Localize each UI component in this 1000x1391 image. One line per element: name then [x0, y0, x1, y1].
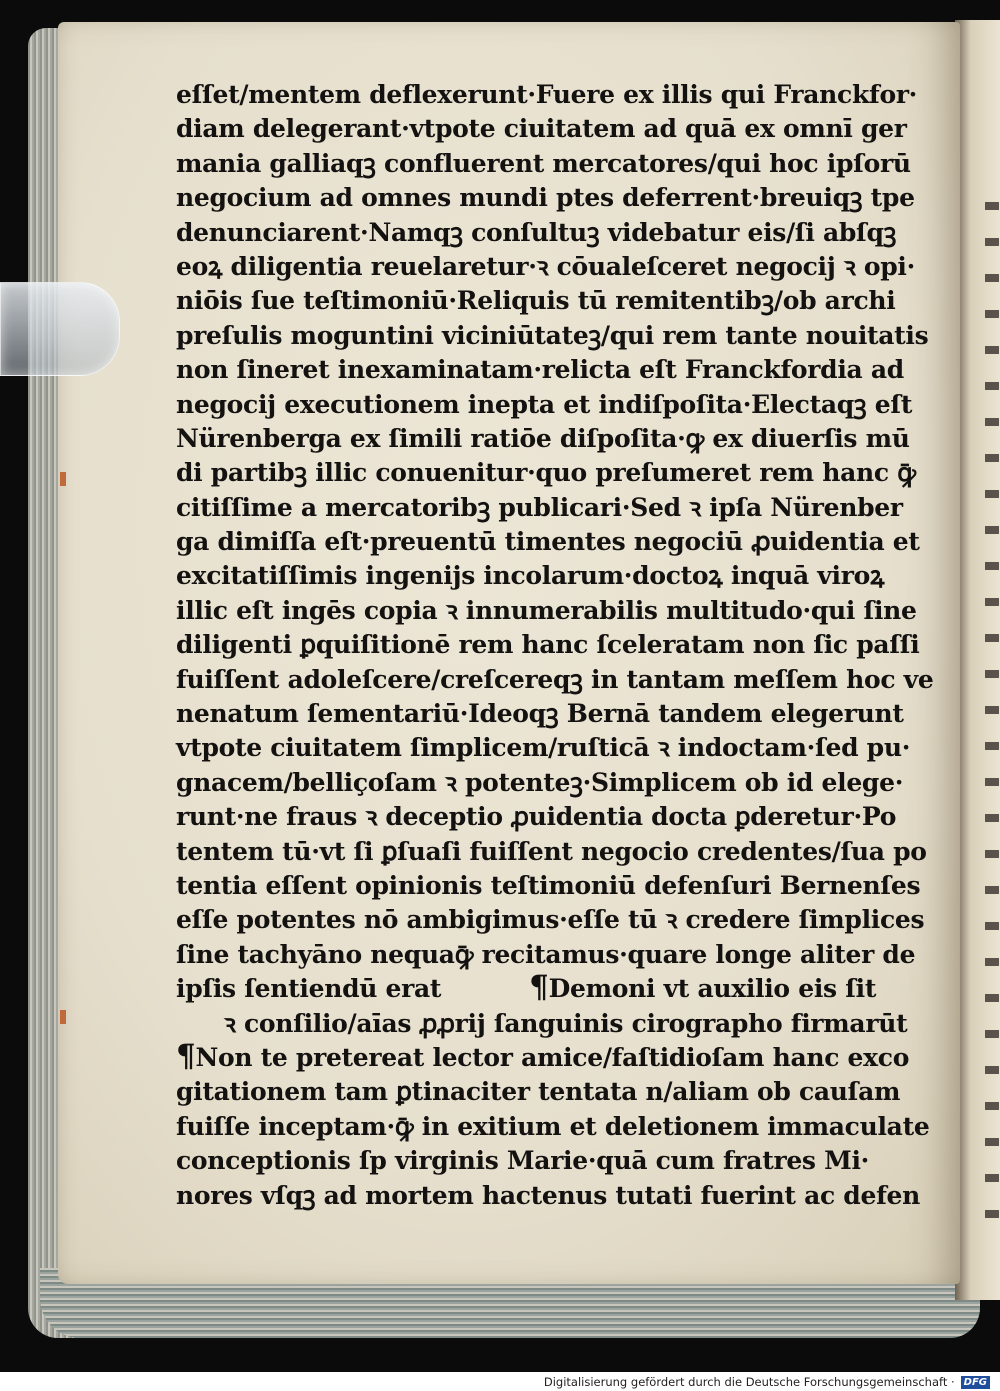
text-line-with-rubric	[176, 1037, 910, 1075]
text-line: fuiſſent adoleſcere/creſcereqꝫ in tantam meſſem hoc ve	[176, 664, 934, 694]
facing-page-text	[985, 180, 999, 1240]
text-line: eſſe potentes nō ambigimus·eſſe tū ꝛ credere ſimplices	[176, 905, 925, 935]
text-line: gnacem/belliçoſam ꝛ potenteꝫ·Simplicem ob id elege·	[176, 767, 904, 797]
text-line: conceptionis ſp virginis Marie·quā cum fratres Mi·	[176, 1146, 870, 1176]
text-line: eſſet/mentem deflexerunt·Fuere ex illis qui Franckfor·	[176, 80, 918, 109]
text-line: diam delegerant·vtpote ciuitatem ad quā ex omnī ger	[176, 114, 907, 144]
text-line: di partibꝫ illic conuenitur·quo preſumeret rem hanc ꝙ̄	[176, 458, 916, 488]
page-tab-marker	[60, 1010, 66, 1024]
text-line: eoꝝ diligentia reuelaretur·ꝛ cōualeſceret negocij ꝛ opi·	[176, 251, 916, 281]
page-tab-marker	[60, 472, 66, 486]
text-line: mania galliaqꝫ confluerent mercatores/qui hoc ipſorū	[176, 148, 911, 178]
paragraph-mark: ¶	[176, 1037, 196, 1074]
footer-text: Digitalisierung gefördert durch die Deutsche Forschungsgemeinschaft ·	[543, 1375, 955, 1389]
dfg-logo: DFG	[961, 1376, 990, 1389]
text-line: runt·ne fraus ꝛ deceptio ꝓuidentia docta ꝑderetur·Po	[176, 802, 897, 832]
text-line: fuiſſe inceptam·ꝙ̄ in exitium et deletionem immaculate	[176, 1111, 930, 1141]
text-line: gitationem tam ꝑtinaciter tentata n/aliam ob cauſam	[176, 1077, 901, 1107]
text-line: tentem tū·vt ſi ꝑſuaſi fuiſſent negocio credentes/ſua po	[176, 836, 927, 866]
text-line: niōis ſue teſtimoniū·Reliquis tū remitentibꝫ/ob archi	[176, 286, 896, 316]
text-line: vtpote ciuitatem ſimplicem/ruſticā ꝛ indoctam·ſed pu·	[176, 733, 911, 763]
paragraph-mark: ¶	[529, 969, 549, 1006]
text-line: ſine tachyāno nequaꝙ̄ recitamus·quare longe aliter de	[176, 939, 916, 969]
text-line: ꝛ conſilio/aīas ꝓꝓrij ſanguinis cirographo firmarūt	[224, 1008, 908, 1038]
rubric-heading: Demoni vt auxilio eis ſit	[548, 974, 877, 1004]
text-line: illic eſt ingēs copia ꝛ innumerabilis multitudo·qui ſine	[176, 595, 917, 625]
page-text	[176, 78, 934, 1213]
text-line: denunciarent·Namqꝫ conſultuꝫ videbatur eis/ſi abſqꝫ	[176, 217, 897, 247]
text-line: nores vſqꝫ ad mortem hactenus tutati fuerint ac defen	[176, 1180, 921, 1210]
text-line: Nürenberga ex ſimili ratiōe diſpoſita·ꝙ ex diuerſis mū	[176, 423, 910, 453]
footer-credit	[544, 1373, 990, 1391]
text-line: negocij executionem inepta et indiſpoſita·Electaqꝫ eſt	[176, 389, 913, 419]
text-line-with-rubric	[176, 969, 896, 1006]
text-line: non ſineret inexaminatam·relicta eſt Franckfordia ad	[176, 355, 904, 385]
text-line: citiſſime a mercatoribꝫ publicari·Sed ꝛ ipſa Nürenber	[176, 492, 903, 522]
text-line: ipſis ſentiendū erat	[176, 974, 442, 1004]
text-line: preſulis moguntini viciniūtateꝫ/qui rem tante nouitatis	[176, 320, 929, 350]
text-line: nenatum ſementariū·Ideoqꝫ Bernā tandem elegerunt	[176, 699, 904, 729]
page-clip	[0, 282, 120, 376]
text-line: diligenti ꝑquiſitionē rem hanc ſceleratam non ſic paſſi	[176, 630, 920, 660]
text-line: tentia eſſent opinionis teſtimoniū defenſuri Bernenſes	[176, 870, 921, 900]
text-line: Non te pretereat lector amice/faſtidioſam hanc exco	[195, 1042, 910, 1072]
text-line: negocium ad omnes mundi ptes deferrent·breuiqꝫ tpe	[176, 183, 915, 213]
text-line: ga dimiſſa eſt·preuentū timentes negociū ꝓuidentia et	[176, 527, 920, 557]
text-line: excitatiſſimis ingenijs incolarum·doctoꝝ inquā viroꝝ	[176, 561, 885, 591]
